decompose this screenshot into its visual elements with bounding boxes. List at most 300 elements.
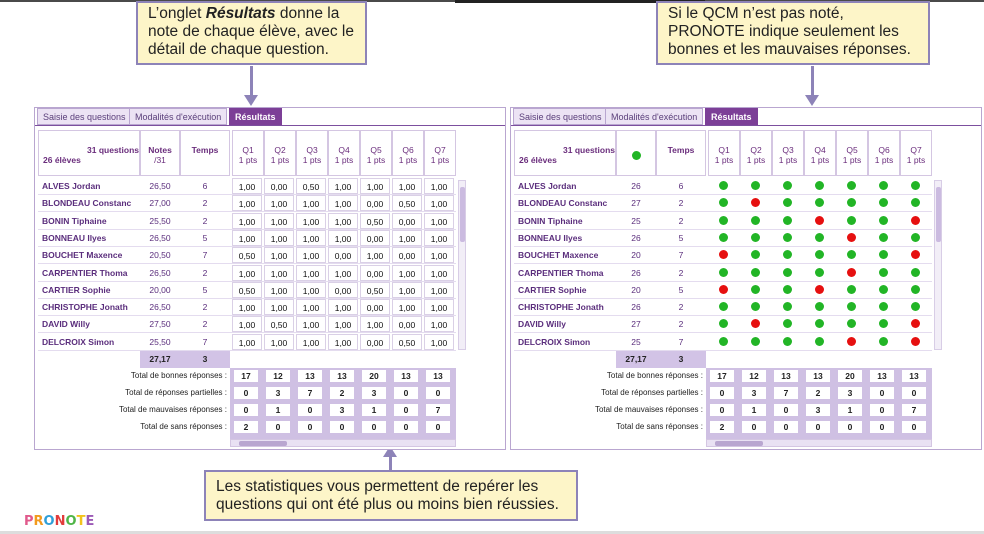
stats-value: 12 bbox=[742, 370, 766, 382]
header-points-6: 1 pts bbox=[398, 155, 418, 165]
header-points-1: 1 pts bbox=[238, 155, 258, 165]
tab-modalites[interactable]: Modalités d'exécution bbox=[605, 108, 703, 125]
answer-score: 1,00 bbox=[296, 316, 326, 332]
answer-score: 1,00 bbox=[328, 334, 358, 350]
answer-status bbox=[740, 195, 770, 211]
wrong-dot-icon bbox=[911, 319, 920, 328]
correct-dot-icon bbox=[783, 337, 792, 346]
correct-dot-icon bbox=[815, 233, 824, 242]
stats-value: 3 bbox=[806, 404, 830, 416]
answer-status bbox=[900, 230, 930, 246]
table-row[interactable] bbox=[38, 213, 456, 230]
tab-bar bbox=[35, 108, 505, 126]
logo-letter: E bbox=[85, 514, 95, 529]
answer-score: 1,00 bbox=[232, 265, 262, 281]
table-row[interactable] bbox=[514, 213, 932, 230]
horizontal-scrollbar[interactable] bbox=[706, 439, 932, 447]
stats-label: Total de réponses partielles : bbox=[601, 388, 703, 397]
answer-score: 0,00 bbox=[392, 247, 422, 263]
student-name[interactable]: BOUCHET Maxence bbox=[518, 250, 599, 261]
answer-status bbox=[836, 195, 866, 211]
tab-saisie[interactable]: Saisie des questions bbox=[37, 108, 132, 125]
answer-score: 1,00 bbox=[296, 213, 326, 229]
callout-arrow-right bbox=[811, 66, 814, 96]
header-question-7[interactable]: Q7 bbox=[910, 145, 922, 155]
wrong-dot-icon bbox=[911, 250, 920, 259]
student-name[interactable]: BOUCHET Maxence bbox=[42, 250, 123, 261]
answer-score: 1,00 bbox=[360, 316, 390, 332]
wrong-dot-icon bbox=[847, 233, 856, 242]
correct-dot-icon bbox=[815, 198, 824, 207]
header-notes-label: Notes bbox=[148, 145, 172, 155]
answer-status bbox=[804, 316, 834, 332]
callout-statistiques bbox=[204, 470, 578, 521]
header-question-4[interactable]: Q4 bbox=[814, 145, 826, 155]
answer-score: 1,00 bbox=[424, 265, 454, 281]
answer-score: 1,00 bbox=[328, 230, 358, 246]
answer-status bbox=[868, 230, 898, 246]
stats-value: 17 bbox=[234, 370, 258, 382]
header-points-4: 1 pts bbox=[334, 155, 354, 165]
correct-dot-icon bbox=[879, 233, 888, 242]
student-time: 2 bbox=[202, 198, 208, 209]
answer-status bbox=[772, 213, 802, 229]
header-question-7[interactable]: Q7 bbox=[434, 145, 446, 155]
pronote-logo bbox=[24, 514, 94, 529]
correct-dot-icon bbox=[751, 302, 760, 311]
results-panel-dots bbox=[510, 107, 982, 450]
answer-score: 1,00 bbox=[424, 230, 454, 246]
answer-status bbox=[772, 299, 802, 315]
student-note: 26 bbox=[631, 181, 641, 191]
student-name[interactable]: CHRISTOPHE Jonath bbox=[42, 302, 128, 313]
student-name[interactable]: CARTIER Sophie bbox=[518, 284, 587, 295]
answer-score: 1,00 bbox=[296, 299, 326, 315]
answer-status bbox=[804, 230, 834, 246]
stats-value: 13 bbox=[902, 370, 926, 382]
answer-score: 1,00 bbox=[264, 195, 294, 211]
header-status-icon bbox=[616, 148, 656, 162]
correct-dot-icon bbox=[847, 181, 856, 190]
correct-dot-icon bbox=[815, 319, 824, 328]
horizontal-scrollbar[interactable] bbox=[230, 439, 456, 447]
stats-value: 2 bbox=[234, 421, 258, 433]
student-name[interactable]: DAVID Willy bbox=[42, 319, 90, 330]
stats-label: Total de mauvaises réponses : bbox=[118, 405, 227, 414]
answer-status bbox=[772, 195, 802, 211]
header-students-count: 26 élèves bbox=[519, 155, 557, 165]
answer-score: 1,00 bbox=[296, 195, 326, 211]
answer-status bbox=[900, 299, 930, 315]
answer-score: 1,00 bbox=[424, 195, 454, 211]
answer-score: 1,00 bbox=[232, 195, 262, 211]
wrong-dot-icon bbox=[815, 216, 824, 225]
student-note: 27,50 bbox=[149, 319, 171, 330]
answer-status bbox=[772, 230, 802, 246]
student-time: 2 bbox=[678, 267, 684, 278]
correct-dot-icon bbox=[783, 250, 792, 259]
logo-letter: R bbox=[33, 514, 44, 529]
student-name[interactable]: DELCROIX Simon bbox=[518, 336, 591, 347]
stats-value: 13 bbox=[870, 370, 894, 382]
correct-dot-icon bbox=[751, 181, 760, 190]
student-name[interactable]: DAVID Willy bbox=[518, 319, 566, 330]
answer-status bbox=[836, 230, 866, 246]
stats-value: 0 bbox=[902, 421, 926, 433]
answer-score: 1,00 bbox=[264, 299, 294, 315]
stats-value: 0 bbox=[298, 421, 322, 433]
student-time: 2 bbox=[202, 319, 208, 330]
student-note: 26,50 bbox=[149, 267, 171, 278]
answer-status bbox=[804, 247, 834, 263]
correct-dot-icon bbox=[911, 181, 920, 190]
student-time: 2 bbox=[202, 267, 208, 278]
stats-value: 3 bbox=[266, 387, 290, 399]
table-row[interactable] bbox=[514, 282, 932, 299]
stats-value: 0 bbox=[266, 421, 290, 433]
stats-value: 0 bbox=[870, 404, 894, 416]
table-row[interactable] bbox=[38, 247, 456, 264]
answer-score: 0,50 bbox=[392, 195, 422, 211]
answer-status bbox=[836, 334, 866, 350]
answer-score: 1,00 bbox=[232, 316, 262, 332]
student-time: 2 bbox=[678, 302, 684, 313]
correct-dot-icon bbox=[783, 285, 792, 294]
header-questions-count: 31 questions bbox=[563, 145, 615, 155]
stats-value: 0 bbox=[234, 387, 258, 399]
answer-score: 0,00 bbox=[392, 316, 422, 332]
correct-dot-icon bbox=[815, 250, 824, 259]
logo-letter: T bbox=[76, 514, 86, 529]
answer-status bbox=[836, 178, 866, 194]
correct-dot-icon bbox=[751, 337, 760, 346]
table-row[interactable] bbox=[514, 316, 932, 333]
stats-value: 1 bbox=[362, 404, 386, 416]
header-students-count: 26 élèves bbox=[43, 155, 81, 165]
answer-score: 1,00 bbox=[264, 282, 294, 298]
answer-status bbox=[900, 265, 930, 281]
table-row[interactable] bbox=[514, 299, 932, 316]
answer-score: 1,00 bbox=[232, 213, 262, 229]
answer-score: 1,00 bbox=[424, 247, 454, 263]
correct-dot-icon bbox=[847, 285, 856, 294]
student-note: 27 bbox=[631, 198, 641, 209]
answer-status bbox=[868, 213, 898, 229]
student-time: 7 bbox=[678, 336, 684, 347]
stats-value: 0 bbox=[870, 387, 894, 399]
callout-arrowhead-left bbox=[244, 95, 258, 106]
stats-value: 7 bbox=[902, 404, 926, 416]
vertical-scrollbar[interactable] bbox=[458, 180, 466, 350]
student-name[interactable]: CARTIER Sophie bbox=[42, 284, 111, 295]
answer-score: 0,50 bbox=[232, 282, 262, 298]
answer-status bbox=[868, 334, 898, 350]
student-name[interactable]: ALVES Jordan bbox=[518, 181, 577, 191]
answer-status bbox=[900, 213, 930, 229]
table-row[interactable] bbox=[38, 230, 456, 247]
correct-dot-icon bbox=[847, 319, 856, 328]
answer-score: 0,00 bbox=[328, 247, 358, 263]
horizontal-scroll-thumb[interactable] bbox=[239, 441, 287, 446]
answer-status bbox=[708, 299, 738, 315]
header-question-3[interactable]: Q3 bbox=[782, 145, 794, 155]
answer-status bbox=[740, 282, 770, 298]
answer-status bbox=[708, 195, 738, 211]
stats-value: 17 bbox=[710, 370, 734, 382]
correct-dot-icon bbox=[783, 181, 792, 190]
answer-score: 0,50 bbox=[392, 334, 422, 350]
answer-score: 1,00 bbox=[232, 299, 262, 315]
student-time: 5 bbox=[202, 284, 208, 295]
tab-modalites[interactable]: Modalités d'exécution bbox=[129, 108, 227, 125]
student-time: 6 bbox=[202, 181, 208, 191]
header-points-3: 1 pts bbox=[778, 155, 798, 165]
answer-status bbox=[804, 334, 834, 350]
table-row[interactable] bbox=[514, 230, 932, 247]
answer-score: 1,00 bbox=[424, 213, 454, 229]
answer-status bbox=[740, 247, 770, 263]
correct-dot-icon bbox=[783, 216, 792, 225]
table-row[interactable] bbox=[38, 282, 456, 299]
table-row[interactable] bbox=[38, 195, 456, 212]
correct-dot-icon bbox=[911, 268, 920, 277]
stats-value: 0 bbox=[426, 421, 450, 433]
answer-score: 1,00 bbox=[264, 334, 294, 350]
answer-score: 1,00 bbox=[296, 230, 326, 246]
header-points-2: 1 pts bbox=[270, 155, 290, 165]
stats-value: 7 bbox=[774, 387, 798, 399]
stats-value: 0 bbox=[330, 421, 354, 433]
student-time: 7 bbox=[202, 250, 208, 261]
answer-status bbox=[740, 265, 770, 281]
correct-dot-icon bbox=[911, 198, 920, 207]
answer-score: 1,00 bbox=[328, 316, 358, 332]
callout-resultats-prefix: L’onglet bbox=[148, 5, 206, 22]
student-note: 20 bbox=[631, 284, 641, 295]
answer-score: 0,00 bbox=[392, 213, 422, 229]
callout-arrow-left bbox=[250, 66, 253, 96]
header-temps-label: Temps bbox=[191, 145, 219, 155]
student-name[interactable]: BONIN Tiphaine bbox=[518, 215, 583, 226]
answer-score: 1,00 bbox=[392, 282, 422, 298]
vertical-scroll-thumb[interactable] bbox=[460, 187, 465, 242]
table-row[interactable] bbox=[514, 178, 932, 195]
table-row[interactable] bbox=[38, 299, 456, 316]
answer-status bbox=[740, 213, 770, 229]
tab-bar bbox=[511, 108, 981, 126]
answer-status bbox=[804, 195, 834, 211]
header-question-5[interactable]: Q5 bbox=[846, 145, 858, 155]
wrong-dot-icon bbox=[751, 198, 760, 207]
student-name[interactable]: BLONDEAU Constanc bbox=[42, 198, 132, 209]
answer-status bbox=[836, 247, 866, 263]
stats-value: 0 bbox=[394, 404, 418, 416]
stats-value: 2 bbox=[330, 387, 354, 399]
header-temps-label: Temps bbox=[667, 145, 695, 155]
callout-resultats bbox=[136, 1, 367, 65]
answer-score: 0,00 bbox=[264, 178, 294, 194]
stats-value: 0 bbox=[426, 387, 450, 399]
vertical-scroll-thumb[interactable] bbox=[936, 187, 941, 242]
stats-label: Total de bonnes réponses : bbox=[606, 371, 703, 380]
header-points-5: 1 pts bbox=[842, 155, 862, 165]
answer-score: 1,00 bbox=[264, 265, 294, 281]
answer-status bbox=[708, 265, 738, 281]
student-note: 26 bbox=[631, 302, 641, 313]
student-time: 2 bbox=[678, 215, 684, 226]
header-question-5[interactable]: Q5 bbox=[370, 145, 382, 155]
table-row[interactable] bbox=[38, 178, 456, 195]
stats-value: 3 bbox=[362, 387, 386, 399]
table-row[interactable] bbox=[38, 316, 456, 333]
answer-status bbox=[900, 178, 930, 194]
student-name[interactable]: ALVES Jordan bbox=[42, 181, 101, 191]
correct-dot-icon bbox=[815, 181, 824, 190]
stats-value: 20 bbox=[838, 370, 862, 382]
tab-resultats[interactable]: Résultats bbox=[705, 108, 758, 125]
table-row[interactable] bbox=[514, 334, 932, 351]
answer-status bbox=[740, 316, 770, 332]
answer-score: 1,00 bbox=[296, 334, 326, 350]
correct-dot-icon bbox=[879, 216, 888, 225]
student-name[interactable]: CHRISTOPHE Jonath bbox=[518, 302, 604, 313]
answer-status bbox=[836, 265, 866, 281]
student-time: 5 bbox=[678, 284, 684, 295]
answer-status bbox=[708, 334, 738, 350]
answer-status bbox=[772, 334, 802, 350]
student-note: 27 bbox=[631, 319, 641, 330]
answer-status bbox=[868, 195, 898, 211]
answer-status bbox=[708, 247, 738, 263]
table-row[interactable] bbox=[514, 195, 932, 212]
correct-dot-icon bbox=[911, 302, 920, 311]
header-question-2[interactable]: Q2 bbox=[274, 145, 286, 155]
logo-letter: O bbox=[43, 514, 55, 529]
student-time: 2 bbox=[202, 215, 208, 226]
student-note: 20 bbox=[631, 250, 641, 261]
table-row[interactable] bbox=[38, 265, 456, 282]
student-note: 25 bbox=[631, 336, 641, 347]
green-dot-icon bbox=[632, 151, 641, 160]
header-question-1[interactable]: Q1 bbox=[242, 145, 254, 155]
student-name[interactable]: BONNEAU Ilyes bbox=[518, 232, 583, 243]
correct-dot-icon bbox=[751, 250, 760, 259]
student-note: 20,00 bbox=[149, 284, 171, 295]
answer-score: 1,00 bbox=[296, 282, 326, 298]
header-question-6[interactable]: Q6 bbox=[402, 145, 414, 155]
wrong-dot-icon bbox=[911, 216, 920, 225]
answer-score: 1,00 bbox=[296, 247, 326, 263]
wrong-dot-icon bbox=[719, 250, 728, 259]
answer-status bbox=[740, 334, 770, 350]
correct-dot-icon bbox=[879, 250, 888, 259]
callout-statistiques-text: Les statistiques vous permettent de repérer les questions qui ont été plus ou moins bien réussies. bbox=[216, 478, 559, 513]
student-name[interactable]: BONNEAU Ilyes bbox=[42, 232, 107, 243]
correct-dot-icon bbox=[847, 216, 856, 225]
answer-status bbox=[708, 316, 738, 332]
student-note: 25 bbox=[631, 215, 641, 226]
stats-label: Total de bonnes réponses : bbox=[130, 371, 227, 380]
answer-status bbox=[836, 316, 866, 332]
answer-status bbox=[740, 178, 770, 194]
student-name[interactable]: BLONDEAU Constanc bbox=[518, 198, 608, 209]
correct-dot-icon bbox=[879, 337, 888, 346]
horizontal-scroll-thumb[interactable] bbox=[715, 441, 763, 446]
answer-status bbox=[900, 334, 930, 350]
answer-score: 1,00 bbox=[424, 299, 454, 315]
stats-value: 2 bbox=[806, 387, 830, 399]
callout-resultats-suffix: donne la note de chaque élève, avec le détail de chaque question. bbox=[148, 5, 354, 58]
answer-score: 0,00 bbox=[360, 195, 390, 211]
answer-status bbox=[868, 316, 898, 332]
header-question-1[interactable]: Q1 bbox=[718, 145, 730, 155]
student-name[interactable]: BONIN Tiphaine bbox=[42, 215, 107, 226]
stats-value: 0 bbox=[710, 404, 734, 416]
answer-status bbox=[868, 282, 898, 298]
callout-resultats-bold: Résultats bbox=[205, 5, 276, 22]
stats-label: Total de réponses partielles : bbox=[125, 388, 227, 397]
answer-status bbox=[900, 247, 930, 263]
tab-resultats[interactable]: Résultats bbox=[229, 108, 282, 125]
header-question-2[interactable]: Q2 bbox=[750, 145, 762, 155]
answer-score: 1,00 bbox=[328, 213, 358, 229]
header-question-3[interactable]: Q3 bbox=[306, 145, 318, 155]
correct-dot-icon bbox=[879, 198, 888, 207]
student-note: 27,00 bbox=[149, 198, 171, 209]
correct-dot-icon bbox=[879, 181, 888, 190]
stats-value: 0 bbox=[742, 421, 766, 433]
student-name[interactable]: CARPENTIER Thoma bbox=[42, 267, 128, 278]
average-note: 27,17 bbox=[140, 351, 180, 368]
student-name[interactable]: DELCROIX Simon bbox=[42, 336, 115, 347]
stats-value: 13 bbox=[298, 370, 322, 382]
table-row[interactable] bbox=[38, 334, 456, 351]
answer-status bbox=[868, 178, 898, 194]
student-name[interactable]: CARPENTIER Thoma bbox=[518, 267, 604, 278]
header-points-4: 1 pts bbox=[810, 155, 830, 165]
stats-value: 0 bbox=[362, 421, 386, 433]
answer-score: 0,00 bbox=[360, 299, 390, 315]
stats-value: 3 bbox=[838, 387, 862, 399]
correct-dot-icon bbox=[879, 302, 888, 311]
wrong-dot-icon bbox=[719, 285, 728, 294]
correct-dot-icon bbox=[847, 302, 856, 311]
table-row[interactable] bbox=[514, 265, 932, 282]
header-question-6[interactable]: Q6 bbox=[878, 145, 890, 155]
student-time: 2 bbox=[678, 319, 684, 330]
answer-score: 1,00 bbox=[264, 247, 294, 263]
answer-status bbox=[772, 247, 802, 263]
answer-score: 0,00 bbox=[328, 282, 358, 298]
table-row[interactable] bbox=[514, 247, 932, 264]
answer-status bbox=[900, 316, 930, 332]
correct-dot-icon bbox=[815, 302, 824, 311]
tab-saisie[interactable]: Saisie des questions bbox=[513, 108, 608, 125]
wrong-dot-icon bbox=[751, 319, 760, 328]
vertical-scrollbar[interactable] bbox=[934, 180, 942, 350]
answer-score: 1,00 bbox=[424, 282, 454, 298]
answer-status bbox=[868, 247, 898, 263]
stats-value: 0 bbox=[394, 387, 418, 399]
answer-score: 1,00 bbox=[328, 178, 358, 194]
header-question-4[interactable]: Q4 bbox=[338, 145, 350, 155]
correct-dot-icon bbox=[783, 233, 792, 242]
stats-value: 13 bbox=[394, 370, 418, 382]
stats-value: 13 bbox=[774, 370, 798, 382]
correct-dot-icon bbox=[879, 268, 888, 277]
answer-score: 0,00 bbox=[360, 265, 390, 281]
stats-value: 0 bbox=[902, 387, 926, 399]
